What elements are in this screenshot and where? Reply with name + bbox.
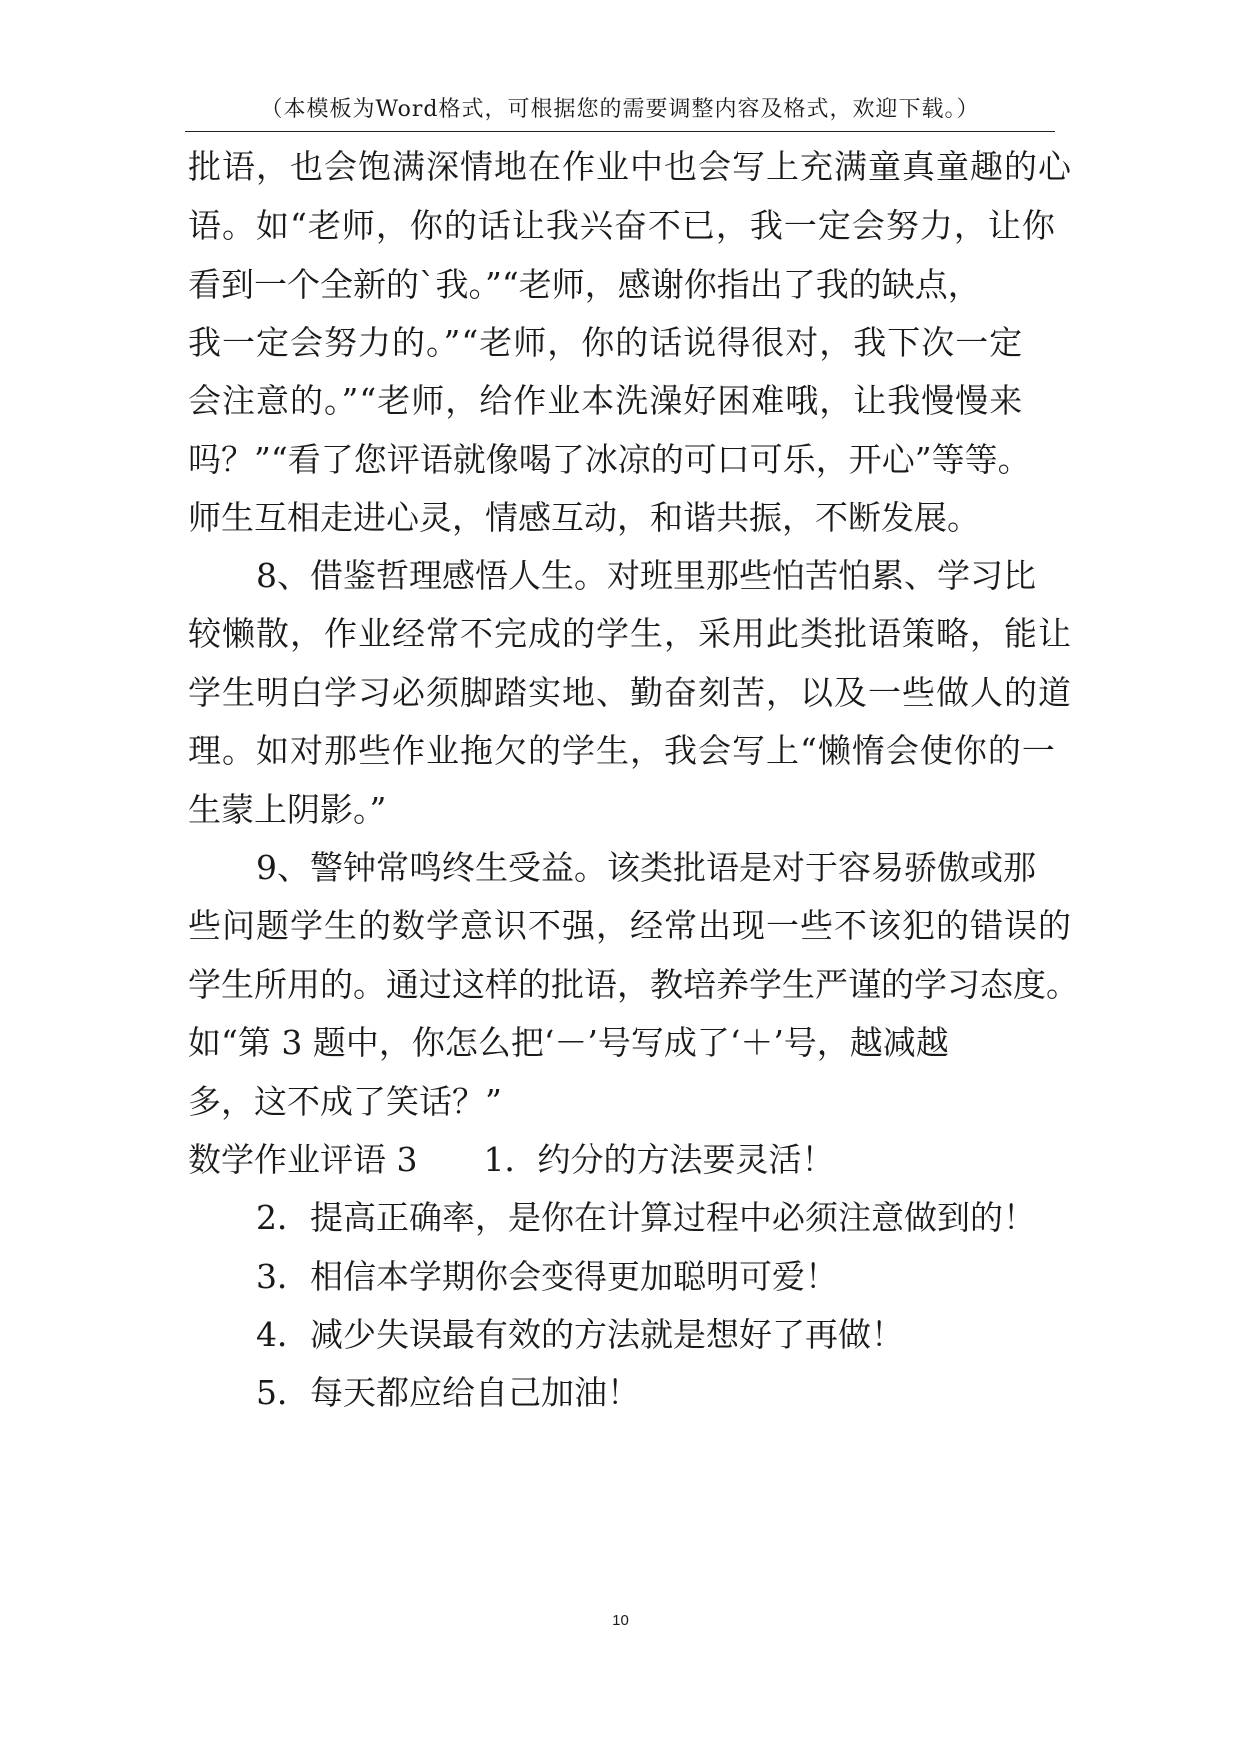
template-note: （本模板为Word格式，可根据您的需要调整内容及格式，欢迎下载。） xyxy=(260,97,980,122)
body-line: 师生互相走进心灵，情感互动，和谐共振，不断发展。 xyxy=(188,498,980,537)
body-line: 理。如对那些作业拖欠的学生，我会写上“懒惰会使你的一 xyxy=(188,731,1056,770)
body-line: 看到一个全新的`我。”“老师，感谢你指出了我的缺点， xyxy=(188,265,981,304)
list-item: 3．相信本学期你会变得更加聪明可爱！ xyxy=(256,1257,838,1296)
body-line: 学生明白学习必须脚踏实地、勤奋刻苦，以及一些做人的道 xyxy=(188,673,1072,712)
body-line: 吗？”“看了您评语就像喝了冰凉的可口可乐，开心”等等。 xyxy=(188,440,1031,479)
body-line: 会注意的。”“老师，给作业本洗澡好困难哦，让我慢慢来 xyxy=(188,381,1024,420)
list-item: 4．减少失误最有效的方法就是想好了再做！ xyxy=(256,1315,904,1354)
list-item: 2．提高正确率，是你在计算过程中必须注意做到的！ xyxy=(256,1198,1036,1237)
header-divider xyxy=(185,131,1055,132)
body-line: 较懒散，作业经常不完成的学生，采用此类批语策略，能让 xyxy=(188,614,1072,653)
list-item: 5．每天都应给自己加油！ xyxy=(256,1373,640,1412)
body-line: 些问题学生的数学意识不强，经常出现一些不该犯的错误的 xyxy=(188,906,1072,945)
paragraph-start-9: 9、警钟常鸣终生受益。该类批语是对于容易骄傲或那 xyxy=(256,848,1036,887)
body-line: 多，这不成了笑话？” xyxy=(188,1082,502,1121)
paragraph-start-8: 8、借鉴哲理感悟人生。对班里那些怕苦怕累、学习比 xyxy=(256,556,1036,595)
body-line: 语。如“老师，你的话让我兴奋不已，我一定会努力，让你 xyxy=(188,206,1056,245)
body-line: 如“第 3 题中，你怎么把‘－’号写成了‘＋’号，越减越 xyxy=(188,1023,949,1062)
page-number: 10 xyxy=(612,1612,629,1629)
section-heading: 数学作业评语 3 1．约分的方法要灵活！ xyxy=(188,1140,835,1179)
body-line: 学生所用的。通过这样的批语，教培养学生严谨的学习态度。 xyxy=(188,965,1079,1004)
body-line: 批语，也会饱满深情地在作业中也会写上充满童真童趣的心 xyxy=(188,147,1072,186)
body-line: 生蒙上阴影。” xyxy=(188,790,387,829)
body-line: 我一定会努力的。”“老师，你的话说得很对，我下次一定 xyxy=(188,323,1024,362)
